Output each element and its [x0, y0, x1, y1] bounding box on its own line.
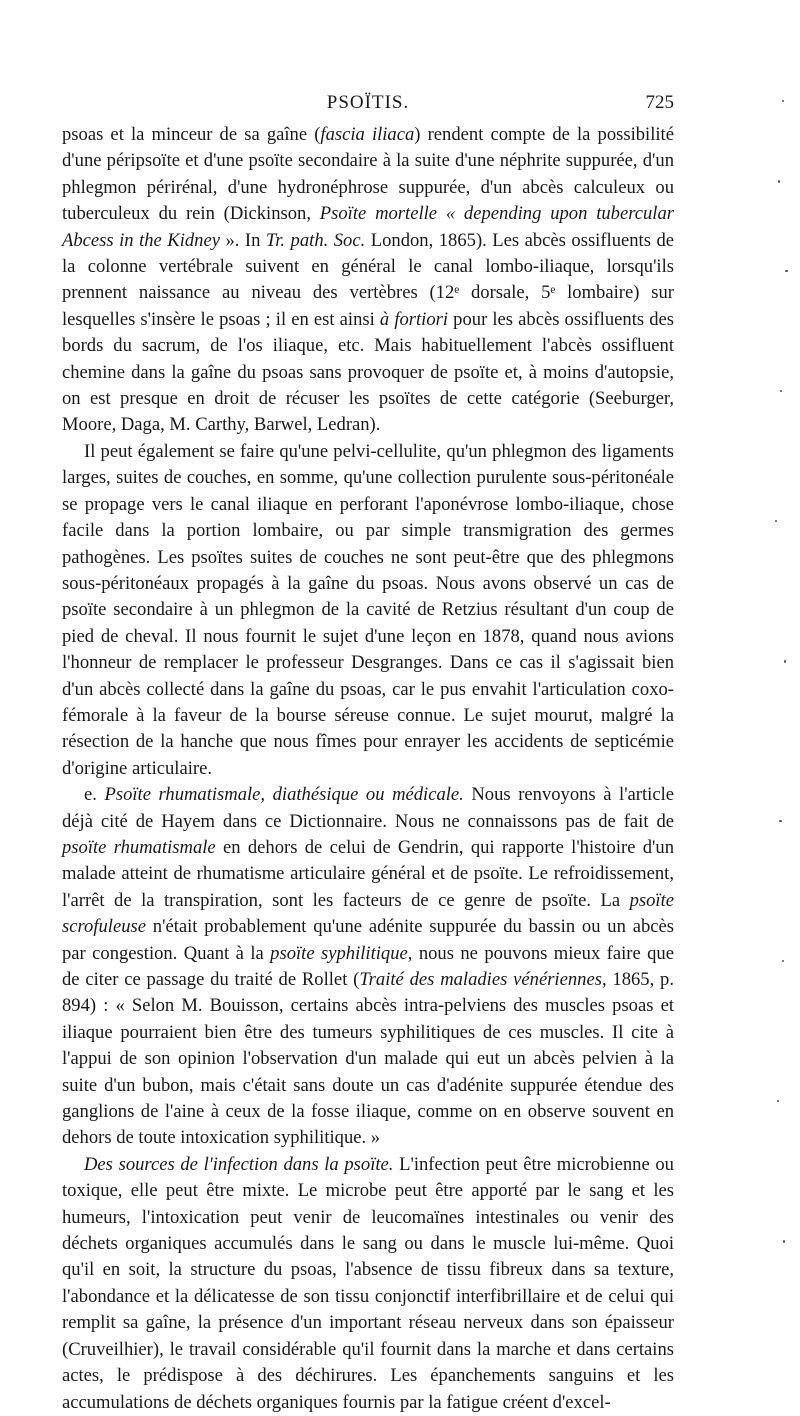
italic-text: Tr. path. Soc.: [265, 229, 366, 251]
italic-text: à fortiori: [379, 308, 449, 330]
page-number: 725: [645, 92, 674, 113]
paragraph: [62, 122, 674, 439]
text-run: ». In: [219, 229, 266, 251]
paragraph: [62, 439, 674, 782]
text-run: psoas et la minceur de sa gaîne (: [62, 124, 321, 145]
running-title: PSOÏTIS.: [326, 92, 410, 113]
text-run: , nous ne pouvons mieux faire que de citer ce passage du traité de Rollet (: [62, 942, 674, 990]
italic-text: Des sources de l'infection dans la psoïte.: [84, 1153, 394, 1175]
text-run: London, 1865). Les abcès ossifluents de la colonne vertébrale suivent en général le canal lombo-iliaque, lorsqu'ils prennent naissance au niveau des vertèbres (12ᵉ dorsale, 5ᵉ lombaire) sur lesquelles s'insère le psoas ; il en est ainsi: [62, 229, 674, 330]
body-text: [62, 122, 674, 1416]
italic-text: fascia iliaca: [320, 124, 415, 145]
text-run: Il peut également se faire qu'une pelvi-cellulite, qu'un phlegmon des ligaments larges, suites de couches, en somme, qu'une collection purulente sous-péritonéale se propage vers le canal iliaque en perforant l'aponévrose lombo-iliaque, chose facile dans la portion lombaire, ou par simple transmigration des germes pathogènes. Les psoïtes suites de couches ne sont peut-être que des phlegmons sous-péritonéaux propagés à la gaîne du psoas. Nous avons observé un cas de psoïte secondaire à un phlegmon de la cavité de Retzius résultant d'un coup de pied de cheval. Il nous fournit le sujet d'une leçon en 1878, quand nous avions l'honneur de remplacer le professeur Desgranges. Dans ce cas il s'agissait bien d'un abcès collecté dans la gaîne du psoas, car le pus envahit l'articulation coxo-fémorale à la faveur de la bourse séreuse connue. Le sujet mourut, malgré la résection de la hanche que nous fîmes pour enrayer les accidents de septicémie d'origine articulaire.: [62, 440, 674, 779]
italic-text: psoïte scrofuleuse: [62, 889, 674, 938]
text-run: ) rendent compte de la possibilité d'une péripsoïte et d'une psoïte secondaire à la suite d'une néphrite suppurée, d'un phlegmon périrénal, d'une hydronéphrose suppurée, d'un abcès calculeux ou tuberculeux du rein (Dickinson,: [62, 124, 674, 225]
italic-text: Traité des maladies vénériennes: [359, 969, 602, 990]
text-run: , 1865, p. 894) : « Selon M. Bouisson, certains abcès intra-pelviens des muscles psoas et iliaque pourraient bien être des tumeurs syphilitiques de ces muscles. Il cite à l'appui de son opinion l'observation d'un malade qui eut un abcès pelvien à la suite d'un bubon, mais c'était sans doute un cas d'adénite suppurée étendue des ganglions de l'aine à ceux de la fosse iliaque, comme on en observe souvent en dehors de toute intoxication syphilitique. »: [62, 969, 674, 1149]
italic-text: Psoïte mortelle « depending upon tubercular Abcess in the Kidney: [62, 203, 674, 251]
page-header: [62, 92, 674, 118]
italic-text: Psoïte rhumatismale, diathésique ou médicale.: [104, 784, 464, 806]
text-run: e.: [84, 784, 105, 806]
document-page: [62, 92, 674, 1416]
text-run: en dehors de celui de Gendrin, qui rapporte l'histoire d'un malade atteint de rhumatisme articulaire général et de psoïte. Le refroidissement, l'arrêt de la transpiration, sont les facteurs de ce genre de psoïte. La: [62, 836, 674, 911]
text-run: Nous renvoyons à l'article déjà cité de Hayem dans ce Dictionnaire. Nous ne connaissons pas de fait de: [62, 784, 674, 832]
text-run: pour les abcès ossifluents des bords du sacrum, de l'os iliaque, etc. Mais habituellement l'abcès ossifluent chemine dans la gaîne du psoas sans provoquer de psoïte et, à moins d'autopsie, on est presque en droit de récuser les psoïtes de cette catégorie (Seeburger, Moore, Daga, M. Carthy, Barwel, Ledran).: [62, 308, 674, 436]
paragraph: [62, 1152, 674, 1416]
text-run: L'infection peut être microbienne ou toxique, elle peut être mixte. Le microbe peut être apporté par le sang et les humeurs, l'intoxication peut venir de leucomaïnes intestinales ou venir des déchets organiques accumulés dans le sang ou dans le muscle lui-même. Quoi qu'il en soit, la structure du psoas, l'absence de tissu fibreux dans sa texture, l'abondance et la délicatesse de son tissu conjonctif interfibrillaire et de celui qui remplit sa gaîne, la présence d'un important réseau nerveux dans son épaisseur (Cruveilhier), le travail considérable qu'il fournit dans la marche et dans certains actes, le prédispose à des déchirures. Les épanchements sanguins et les accumulations de déchets organiques fournis par la fatigue créent d'excel-: [62, 1153, 674, 1413]
text-run: n'était probablement qu'une adénite suppurée du bassin ou un abcès par congestion. Quant à la: [62, 916, 674, 964]
italic-text: psoïte syphilitique: [270, 942, 408, 964]
scan-margin-specks: [760, 60, 790, 1310]
paragraph: [62, 782, 674, 1152]
italic-text: psoïte rhumatismale: [62, 836, 216, 858]
